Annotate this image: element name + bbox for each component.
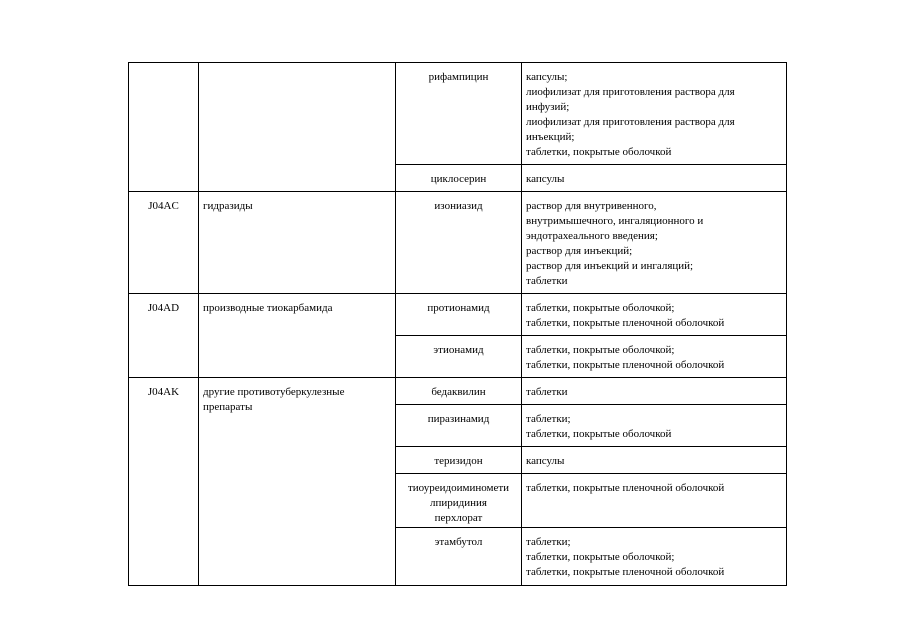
dosage-form-line: таблетки, покрытые пленочной оболочкой xyxy=(526,566,725,578)
dosage-form-cell xyxy=(522,192,787,294)
dosage-form-line: таблетки, покрытые пленочной оболочкой xyxy=(526,482,725,494)
atc-code: J04AD xyxy=(147,302,180,314)
drug-name-line: бедаквилин xyxy=(431,386,486,398)
drug-name-cell xyxy=(396,528,522,586)
dosage-form-line: таблетки xyxy=(526,275,568,287)
drug-name-line: перхлорат xyxy=(434,512,483,524)
drug-table xyxy=(128,62,787,586)
dosage-form-cell xyxy=(522,336,787,378)
drug-name-cell xyxy=(396,378,522,405)
table-row xyxy=(129,63,787,165)
group-name-cell xyxy=(199,63,396,192)
dosage-form-cell xyxy=(522,528,787,586)
dosage-form-line: раствор для инъекций и ингаляций; xyxy=(526,260,694,272)
group-name-cell xyxy=(199,378,396,586)
drug-name-cell xyxy=(396,405,522,447)
drug-name-line: протионамид xyxy=(427,302,490,314)
drug-name-cell xyxy=(396,294,522,336)
drug-name-line: циклосерин xyxy=(430,173,487,185)
dosage-form-line: капсулы xyxy=(526,455,565,467)
dosage-form-line: лиофилизат для приготовления раствора для xyxy=(526,86,735,98)
dosage-form-line: таблетки, покрытые оболочкой; xyxy=(526,302,675,314)
drug-name-cell xyxy=(396,474,522,528)
dosage-form-line: инфузий; xyxy=(526,101,570,113)
dosage-form-line: таблетки, покрытые пленочной оболочкой xyxy=(526,359,725,371)
dosage-form-line: таблетки, покрытые оболочкой xyxy=(526,428,672,440)
group-name-cell xyxy=(199,192,396,294)
dosage-form-cell xyxy=(522,165,787,192)
drug-name-cell xyxy=(396,336,522,378)
drug-name-cell xyxy=(396,63,522,165)
dosage-form-line: лиофилизат для приготовления раствора для xyxy=(526,116,735,128)
drug-name-line: этамбутол xyxy=(434,536,483,548)
dosage-form-cell xyxy=(522,447,787,474)
dosage-form-line: таблетки; xyxy=(526,536,571,548)
dosage-form-line: внутримышечного, ингаляционного и xyxy=(526,215,704,227)
group-name-cell xyxy=(199,294,396,378)
dosage-form-line: раствор для внутривенного, xyxy=(526,200,657,212)
atc-code-cell xyxy=(129,294,199,378)
dosage-form-line: таблетки, покрытые оболочкой; xyxy=(526,551,675,563)
drug-name-line: этионамид xyxy=(433,344,484,356)
dosage-form-line: раствор для инъекций; xyxy=(526,245,633,257)
atc-code: J04AK xyxy=(147,386,180,398)
group-name-line: другие противотуберкулезные xyxy=(203,386,345,398)
dosage-form-cell xyxy=(522,294,787,336)
table-row xyxy=(129,192,787,294)
table-row xyxy=(129,294,787,336)
group-name-line: препараты xyxy=(203,401,253,413)
dosage-form-line: таблетки, покрытые оболочкой; xyxy=(526,344,675,356)
dosage-form-line: инъекций; xyxy=(526,131,575,143)
atc-code-cell xyxy=(129,192,199,294)
atc-code: J04AC xyxy=(148,200,179,212)
dosage-form-line: таблетки; xyxy=(526,413,571,425)
dosage-form-line: капсулы; xyxy=(526,71,568,83)
dosage-form-line: таблетки, покрытые пленочной оболочкой xyxy=(526,317,725,329)
drug-name-line: изониазид xyxy=(434,200,483,212)
atc-code-cell xyxy=(129,63,199,192)
group-name-line: гидразиды xyxy=(203,200,253,212)
dosage-form-cell xyxy=(522,474,787,528)
atc-code-cell xyxy=(129,378,199,586)
table-row xyxy=(129,378,787,405)
drug-table-body xyxy=(129,63,787,586)
dosage-form-line: капсулы xyxy=(526,173,565,185)
dosage-form-line: эндотрахеального введения; xyxy=(526,230,658,242)
dosage-form-cell xyxy=(522,405,787,447)
drug-name-line: тиоуреидоиминомети xyxy=(407,482,510,494)
dosage-form-cell xyxy=(522,378,787,405)
drug-name-cell xyxy=(396,165,522,192)
drug-name-line: лпиридиния xyxy=(430,497,487,509)
drug-name-line: теризидон xyxy=(434,455,483,467)
group-name-line: производные тиокарбамида xyxy=(203,302,333,314)
drug-name-cell xyxy=(396,447,522,474)
dosage-form-line: таблетки, покрытые оболочкой xyxy=(526,146,672,158)
drug-name-line: рифампицин xyxy=(428,71,489,83)
dosage-form-cell xyxy=(522,63,787,165)
drug-name-cell xyxy=(396,192,522,294)
drug-name-line: пиразинамид xyxy=(427,413,490,425)
dosage-form-line: таблетки xyxy=(526,386,568,398)
